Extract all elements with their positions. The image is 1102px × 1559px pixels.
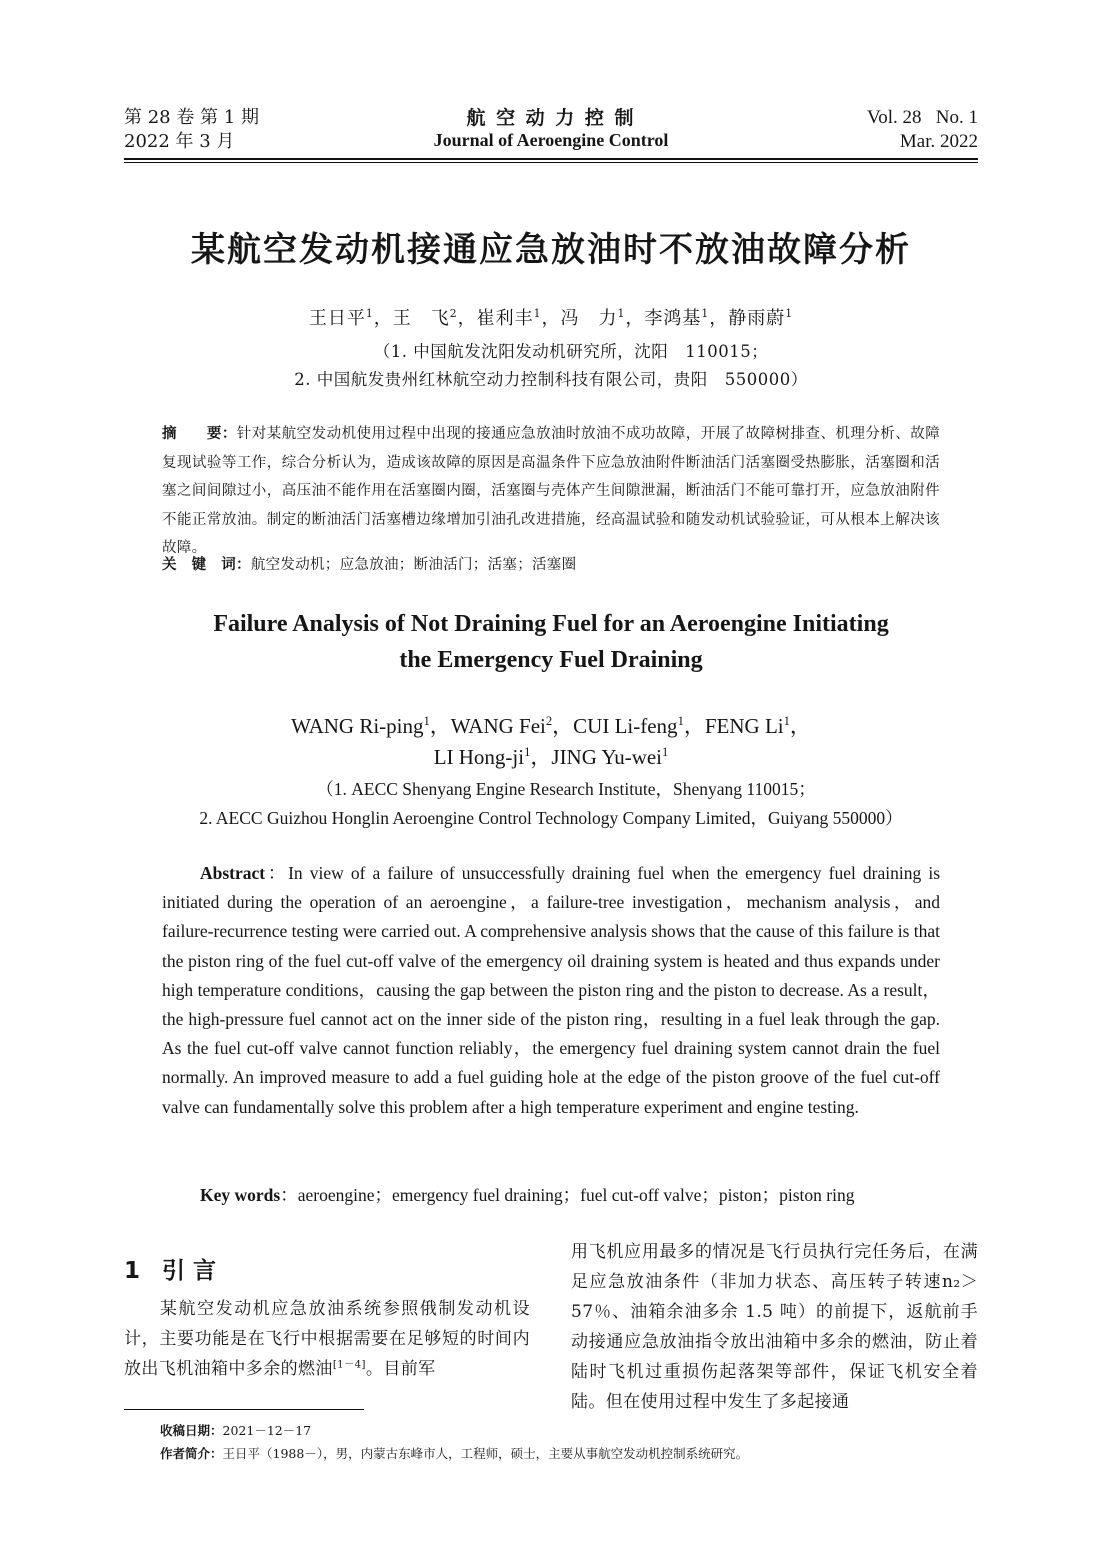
affiliation-zh-2: 2. 中国航发贵州红林航空动力控制科技有限公司，贵阳 550000） bbox=[294, 370, 808, 389]
header-volume-issue: 第 28 卷 第 1 期 bbox=[124, 107, 259, 128]
author-sup: 2 bbox=[545, 714, 553, 728]
section-number: 1 bbox=[124, 1258, 141, 1284]
author-sup: 1 bbox=[617, 307, 626, 320]
header-date-en: Mar. 2022 bbox=[899, 131, 978, 152]
abstract-zh-label: 摘 要： bbox=[162, 426, 237, 442]
author-sup: 1 bbox=[662, 745, 669, 759]
author-zh: 李鸿基 bbox=[644, 308, 702, 329]
keywords-en-text: aeroengine；emergency fuel draining；fuel cut-off valve；piston；piston ring bbox=[297, 1185, 855, 1205]
keywords-zh-text: 航空发动机；应急放油；断油活门；活塞；活塞圈 bbox=[250, 557, 577, 573]
body-column-right: 用飞机应用最多的情况是飞行员执行完任务后，在满足应急放油条件（非加力状态、高压转子转速n₂＞57％、油箱余油多余 1.5 吨）的前提下，返航前手动接通应急放油指令放出油箱中多余的燃油，防止着陆时飞机过重损伤起落架等部件，保证飞机安全着陆。但在使用过程中发生了多起接通 bbox=[571, 1242, 978, 1412]
author-en: JING Yu-wei bbox=[551, 745, 663, 769]
footnote-author-label: 作者简介： bbox=[160, 1446, 223, 1461]
header-journal-title: 航 空 动 力 控 制 bbox=[466, 107, 636, 129]
keywords-zh-label: 关 键 词： bbox=[162, 557, 251, 573]
affiliation-zh-1: （1. 中国航发沈阳发动机研究所，沈阳 110015； bbox=[373, 342, 769, 361]
paper-title-en-line2: the Emergency Fuel Draining bbox=[399, 647, 703, 673]
author-sup: 1 bbox=[677, 714, 684, 728]
abstract-en-label: Abstract bbox=[200, 863, 266, 883]
author-en: CUI Li-feng bbox=[573, 714, 678, 738]
affiliation-en-2: 2. AECC Guizhou Honglin Aeroengine Control Technology Company Limited，Guiyang 550000） bbox=[199, 808, 903, 828]
footnote-rule bbox=[124, 1409, 364, 1410]
author-sup: 1 bbox=[365, 307, 374, 320]
author-en: WANG Ri-ping bbox=[291, 714, 424, 738]
author-zh: 冯 力 bbox=[560, 308, 618, 329]
author-sup: 1 bbox=[785, 307, 794, 320]
header-journal-title-en: Journal of Aeroengine Control bbox=[433, 130, 669, 150]
abstract-en-text: In view of a failure of unsuccessfully draining fuel when the emergency fuel draining is initiated during the operation of an aeroengine，a failure-tree investigation，mechanism analysis，and failure-recurrence testing were carried out. A comprehensive analysis shows that the cause of this failure is that the piston ring of the fuel cut-off valve of the emergency oil draining system is heated and thus expands under high temperature conditions，causing the gap between the piston ring and the piston to decrease. As a result，the high-pressure fuel cannot act on the inner side of the piston ring，resulting in a fuel leak through the gap. As the fuel cut-off valve cannot function reliably，the emergency fuel draining system cannot drain the fuel normally. An improved measure to add a fuel guiding hole at the edge of the piston groove of the fuel cut-off valve can fundamentally solve this problem after a high temperature experiment and engine testing. bbox=[162, 863, 941, 1117]
author-sup: 1 bbox=[533, 307, 542, 320]
abstract-zh bbox=[162, 420, 940, 563]
footnote-received bbox=[160, 1419, 311, 1443]
authors-zh: 王日平$^1$，王 飞$^2$，崔利丰$^1$，冯 力$^1$，李鸿基$^1$，静雨蔚$^1$ bbox=[308, 307, 794, 329]
author-zh: 静雨蔚 bbox=[728, 308, 786, 329]
abstract-zh-text: 针对某航空发动机使用过程中出现的接通应急放油时放油不成功故障，开展了故障树排查、机理分析、故障复现试验等工作，综合分析认为，造成该故障的原因是高温条件下应急放油附件断油活门活塞圈受热膨胀，活塞圈和活塞之间间隙过小，高压油不能作用在活塞圈内圈，活塞圈与壳体产生间隙泄漏，断油活门不能可靠打开，应急放油附件不能正常放油。制定的断油活门活塞槽边缘增加引油孔改进措施，经高温试验和随发动机试验验证，可从根本上解决该故障。 bbox=[162, 426, 940, 556]
author-en: LI Hong-ji bbox=[433, 745, 525, 769]
paper-title-zh: 某航空发动机接通应急放油时不放油故障分析 bbox=[191, 230, 911, 270]
author-sup: 1 bbox=[423, 714, 430, 728]
author-en: FENG Li bbox=[704, 714, 784, 738]
footnote-author bbox=[160, 1442, 748, 1466]
authors-en-line1: WANG Ri-ping$^1$，WANG Fei$^2$，CUI Li-feng$^1$，FENG Li$^1$， bbox=[291, 714, 811, 738]
footnote-author-bio: 王日平（1988－），男，内蒙古东峰市人，工程师，硕士，主要从事航空发动机控制系统研究。 bbox=[222, 1446, 749, 1461]
abstract-en: Abstract：In view of a failure of unsuccessfully draining fuel when the emergency fuel draining is initiated during the operation of an aeroengine，a failure-tree investigation，mechanism analysis，and failure-recurrence testing were carried out. A comprehensive analysis shows that the cause of this failure is that the piston ring of the fuel cut-off valve of the emergency oil draining system is heated and thus expands under high temperature conditions，causing the gap between the piston ring and the piston to decrease. As a result，the high-pressure fuel cannot act on the inner side of the piston ring，resulting in a fuel leak through the gap. As the fuel cut-off valve cannot function reliably，the emergency fuel draining system cannot drain the fuel normally. An improved measure to add a fuel guiding hole at the edge of the piston groove of the fuel cut-off valve can fundamentally solve this problem after a high temperature experiment and engine testing. bbox=[162, 863, 941, 1117]
body-text-tail: 。目前军 bbox=[365, 1359, 436, 1379]
author-zh: 王 飞 bbox=[392, 308, 450, 329]
header-date: 2022 年 3 月 bbox=[124, 131, 235, 152]
keywords-zh bbox=[162, 551, 940, 580]
affiliation-en-1: （1. AECC Shenyang Engine Research Institute，Shenyang 110015； bbox=[316, 779, 816, 799]
author-sup: 1 bbox=[783, 714, 790, 728]
keywords-en-label: Key words bbox=[200, 1185, 281, 1205]
citation: [1－4] bbox=[332, 1359, 366, 1371]
header-rule-top bbox=[124, 158, 978, 160]
author-zh: 崔利丰 bbox=[476, 308, 534, 329]
author-zh: 王日平 bbox=[308, 308, 366, 329]
section-title: 引 言 bbox=[162, 1258, 217, 1284]
authors-en-line2: LI Hong-$ji^1$，JING Yu-wei$^1$ bbox=[433, 745, 669, 769]
author-en: WANG Fei bbox=[450, 714, 546, 738]
keywords-en: Key words：aeroengine；emergency fuel draining；fuel cut-off valve；piston；piston ring bbox=[200, 1185, 855, 1205]
author-sup: 1 bbox=[701, 307, 710, 320]
author-sup: 2 bbox=[449, 307, 458, 320]
footnote-received-date: 2021－12－17 bbox=[222, 1423, 312, 1438]
author-sup: 1 bbox=[524, 745, 531, 759]
body-column-left bbox=[124, 1294, 530, 1384]
header-volume-issue-en: Vol. 28 No. 1 bbox=[866, 107, 978, 128]
body-text: 某航空发动机应急放油系统参照俄制发动机设计，主要功能是在飞行中根据需要在足够短的时间内放出飞机油箱中多余的燃油 bbox=[124, 1299, 530, 1379]
header-rule-bottom bbox=[124, 162, 978, 163]
paper-title-en-line1: Failure Analysis of Not Draining Fuel for an Aeroengine Initiating bbox=[213, 611, 889, 637]
footnote-received-label: 收稿日期： bbox=[160, 1423, 223, 1438]
section-heading bbox=[124, 1252, 216, 1285]
